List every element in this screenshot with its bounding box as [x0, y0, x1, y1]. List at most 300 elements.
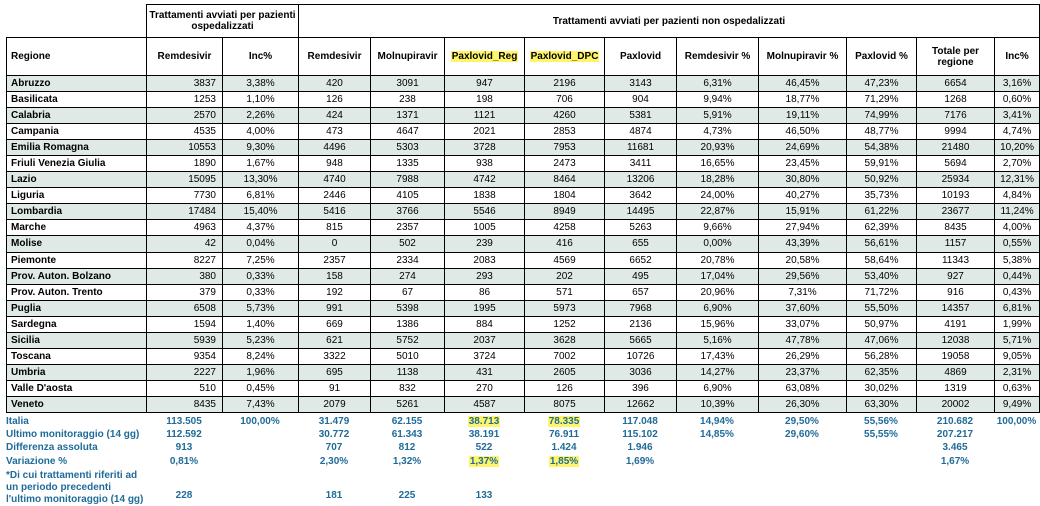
table-cell: 18,28%: [677, 172, 759, 188]
table-cell: 3766: [371, 204, 445, 220]
header-regione: Regione: [7, 38, 147, 76]
summary-cell: 1,32%: [370, 455, 444, 468]
table-cell: 0,33%: [223, 284, 299, 300]
summary-cell: [222, 441, 298, 454]
table-cell: 3036: [605, 364, 677, 380]
header-molnupiravir-pct: Molnupiravir %: [759, 38, 847, 76]
table-cell: 47,23%: [847, 76, 917, 92]
table-cell: 1371: [371, 108, 445, 124]
summary-label: Variazione %: [6, 455, 146, 468]
table-cell: 20,58%: [759, 252, 847, 268]
table-cell: 56,28%: [847, 348, 917, 364]
table-cell: 2083: [445, 252, 525, 268]
table-cell: 4569: [525, 252, 605, 268]
table-cell: 0,33%: [223, 268, 299, 284]
table-row: [7, 252, 1040, 268]
table-cell: 7,31%: [759, 284, 847, 300]
region-name-cell: Puglia: [7, 300, 147, 316]
region-name-cell: Sicilia: [7, 332, 147, 348]
table-cell: 4,00%: [995, 220, 1040, 236]
table-cell: 10726: [605, 348, 677, 364]
table-cell: 16,65%: [677, 156, 759, 172]
table-cell: 5,16%: [677, 332, 759, 348]
table-row: [7, 284, 1040, 300]
table-cell: 420: [299, 76, 371, 92]
table-cell: 4740: [299, 172, 371, 188]
table-cell: 396: [605, 380, 677, 396]
table-cell: 54,38%: [847, 140, 917, 156]
table-cell: 239: [445, 236, 525, 252]
region-name-cell: Veneto: [7, 396, 147, 412]
summary-highlight-value: 38.713: [468, 416, 500, 428]
summary-cell: 100,00%: [994, 415, 1039, 428]
table-cell: 48,77%: [847, 124, 917, 140]
table-cell: 50,92%: [847, 172, 917, 188]
table-cell: 0,63%: [995, 380, 1040, 396]
table-cell: 8075: [525, 396, 605, 412]
table-cell: 19058: [917, 348, 995, 364]
summary-cell: [846, 441, 916, 454]
table-cell: 4,37%: [223, 220, 299, 236]
table-cell: 8435: [917, 220, 995, 236]
region-name-cell: Calabria: [7, 108, 147, 124]
table-row: [7, 156, 1040, 172]
table-cell: 202: [525, 268, 605, 284]
summary-cell: [524, 455, 604, 468]
table-cell: 5381: [605, 108, 677, 124]
table-cell: 2,70%: [995, 156, 1040, 172]
summary-cell: 14,94%: [676, 415, 758, 428]
note-paxlovid-reg: 133: [444, 468, 524, 506]
table-cell: 473: [299, 124, 371, 140]
summary-cell: [994, 428, 1039, 441]
table-cell: 5416: [299, 204, 371, 220]
table-cell: 621: [299, 332, 371, 348]
table-cell: 17,04%: [677, 268, 759, 284]
table-cell: 10,39%: [677, 396, 759, 412]
table-cell: 33,07%: [759, 316, 847, 332]
summary-row: [6, 455, 1039, 468]
region-name-cell: Molise: [7, 236, 147, 252]
note-remdesivir: 181: [298, 468, 370, 506]
table-cell: 42: [147, 236, 223, 252]
table-cell: 37,60%: [759, 300, 847, 316]
table-cell: 9,49%: [995, 396, 1040, 412]
region-name-cell: Umbria: [7, 364, 147, 380]
table-cell: 2,31%: [995, 364, 1040, 380]
table-cell: 7,43%: [223, 396, 299, 412]
table-cell: 4258: [525, 220, 605, 236]
table-row: [7, 396, 1040, 412]
summary-row: [6, 428, 1039, 441]
table-cell: 0,00%: [677, 236, 759, 252]
table-row: [7, 332, 1040, 348]
header-inc-hosp: Inc%: [223, 38, 299, 76]
table-cell: 10193: [917, 188, 995, 204]
table-cell: 24,69%: [759, 140, 847, 156]
table-cell: 15,40%: [223, 204, 299, 220]
table-cell: 379: [147, 284, 223, 300]
table-row: [7, 92, 1040, 108]
note-molnupiravir: 225: [370, 468, 444, 506]
table-cell: 5,23%: [223, 332, 299, 348]
table-cell: 6652: [605, 252, 677, 268]
table-cell: 657: [605, 284, 677, 300]
table-cell: 23677: [917, 204, 995, 220]
summary-cell: 100,00%: [222, 415, 298, 428]
region-name-cell: Sardegna: [7, 316, 147, 332]
table-cell: 8949: [525, 204, 605, 220]
table-cell: 17,43%: [677, 348, 759, 364]
table-cell: 832: [371, 380, 445, 396]
table-cell: 2021: [445, 124, 525, 140]
table-cell: 1386: [371, 316, 445, 332]
header-remdesivir-hosp: Remdesivir: [147, 38, 223, 76]
table-cell: 9,30%: [223, 140, 299, 156]
table-cell: 91: [299, 380, 371, 396]
table-cell: 2196: [525, 76, 605, 92]
header-paxlovid-dpc-label: Paxlovid_DPC: [530, 51, 599, 62]
table-row: [7, 140, 1040, 156]
table-cell: 5939: [147, 332, 223, 348]
region-name-cell: Toscana: [7, 348, 147, 364]
table-cell: 4587: [445, 396, 525, 412]
table-cell: 71,29%: [847, 92, 917, 108]
table-cell: 495: [605, 268, 677, 284]
summary-row: [6, 441, 1039, 454]
table-cell: 24,00%: [677, 188, 759, 204]
table-cell: 4496: [299, 140, 371, 156]
table-cell: 3642: [605, 188, 677, 204]
table-cell: 0: [299, 236, 371, 252]
table-cell: 13206: [605, 172, 677, 188]
table-cell: 655: [605, 236, 677, 252]
table-cell: 2136: [605, 316, 677, 332]
summary-cell: 3.465: [916, 441, 994, 454]
region-name-cell: Liguria: [7, 188, 147, 204]
region-name-cell: Abruzzo: [7, 76, 147, 92]
summary-cell: [758, 441, 846, 454]
table-cell: 50,97%: [847, 316, 917, 332]
table-cell: 4,00%: [223, 124, 299, 140]
table-cell: 1138: [371, 364, 445, 380]
table-cell: 1268: [917, 92, 995, 108]
table-cell: 1253: [147, 92, 223, 108]
table-cell: 6,31%: [677, 76, 759, 92]
table-cell: 21480: [917, 140, 995, 156]
header-remdesivir: Remdesivir: [299, 38, 371, 76]
table-cell: 55,50%: [847, 300, 917, 316]
summary-cell: [994, 441, 1039, 454]
region-name-cell: Friuli Venezia Giulia: [7, 156, 147, 172]
table-cell: 3,41%: [995, 108, 1040, 124]
table-row: [7, 172, 1040, 188]
table-cell: 6,90%: [677, 380, 759, 396]
table-cell: 7968: [605, 300, 677, 316]
table-cell: 46,45%: [759, 76, 847, 92]
table-cell: 7953: [525, 140, 605, 156]
table-cell: 0,60%: [995, 92, 1040, 108]
table-cell: 11343: [917, 252, 995, 268]
table-cell: 4647: [371, 124, 445, 140]
header-group-hospitalized: Trattamenti avviati per pazienti ospedalizzati: [147, 5, 299, 38]
summary-cell: [676, 455, 758, 468]
table-cell: 4260: [525, 108, 605, 124]
table-cell: 7,25%: [223, 252, 299, 268]
table-cell: 5263: [605, 220, 677, 236]
summary-row: [6, 415, 1039, 428]
table-cell: 46,50%: [759, 124, 847, 140]
table-row: [7, 348, 1040, 364]
summary-cell: [676, 441, 758, 454]
header-totale: Totale per regione: [917, 38, 995, 76]
table-cell: 9,66%: [677, 220, 759, 236]
summary-cell: [994, 455, 1039, 468]
summary-cell: 115.102: [604, 428, 676, 441]
table-cell: 40,27%: [759, 188, 847, 204]
table-cell: 7176: [917, 108, 995, 124]
table-cell: 431: [445, 364, 525, 380]
table-cell: 7730: [147, 188, 223, 204]
table-cell: 1157: [917, 236, 995, 252]
table-cell: 67: [371, 284, 445, 300]
region-name-cell: Prov. Auton. Trento: [7, 284, 147, 300]
table-cell: 4,74%: [995, 124, 1040, 140]
table-cell: 29,56%: [759, 268, 847, 284]
table-cell: 10553: [147, 140, 223, 156]
summary-cell: [444, 455, 524, 468]
header-paxlovid-dpc: [525, 38, 605, 76]
table-cell: 23,45%: [759, 156, 847, 172]
table-cell: 6654: [917, 76, 995, 92]
summary-cell: 113.505: [146, 415, 222, 428]
table-cell: 4,84%: [995, 188, 1040, 204]
summary-cell: [222, 455, 298, 468]
table-cell: 1,99%: [995, 316, 1040, 332]
table-cell: 62,35%: [847, 364, 917, 380]
table-cell: 3,16%: [995, 76, 1040, 92]
table-cell: 2570: [147, 108, 223, 124]
summary-cell: 2,30%: [298, 455, 370, 468]
table-cell: 1121: [445, 108, 525, 124]
summary-table: [6, 415, 1039, 468]
table-cell: 2037: [445, 332, 525, 348]
table-cell: 1,67%: [223, 156, 299, 172]
summary-label: Ultimo monitoraggio (14 gg): [6, 428, 146, 441]
table-cell: 8,24%: [223, 348, 299, 364]
table-cell: 5261: [371, 396, 445, 412]
table-row: [7, 268, 1040, 284]
table-cell: 192: [299, 284, 371, 300]
table-cell: 53,40%: [847, 268, 917, 284]
table-cell: 11,24%: [995, 204, 1040, 220]
summary-label: Differenza assoluta: [6, 441, 146, 454]
table-cell: 1005: [445, 220, 525, 236]
table-cell: 8227: [147, 252, 223, 268]
summary-cell: 1.424: [524, 441, 604, 454]
note-table: [6, 468, 1039, 506]
table-cell: 9,05%: [995, 348, 1040, 364]
summary-cell: 812: [370, 441, 444, 454]
table-cell: 126: [299, 92, 371, 108]
table-cell: 0,04%: [223, 236, 299, 252]
table-cell: 58,64%: [847, 252, 917, 268]
summary-cell: 61.343: [370, 428, 444, 441]
table-cell: 6508: [147, 300, 223, 316]
table-cell: 0,55%: [995, 236, 1040, 252]
table-cell: 5,38%: [995, 252, 1040, 268]
table-cell: 0,43%: [995, 284, 1040, 300]
table-cell: 3,38%: [223, 76, 299, 92]
header-row-groups: [7, 5, 1040, 38]
header-row-columns: [7, 38, 1040, 76]
table-cell: 18,77%: [759, 92, 847, 108]
table-cell: 43,39%: [759, 236, 847, 252]
table-cell: 6,81%: [995, 300, 1040, 316]
table-cell: 11681: [605, 140, 677, 156]
table-cell: 30,02%: [847, 380, 917, 396]
summary-cell: 1,67%: [916, 455, 994, 468]
table-cell: 3143: [605, 76, 677, 92]
summary-cell: [222, 428, 298, 441]
table-cell: 20,96%: [677, 284, 759, 300]
table-cell: 12662: [605, 396, 677, 412]
table-row: [7, 76, 1040, 92]
table-cell: 1,10%: [223, 92, 299, 108]
table-cell: 23,37%: [759, 364, 847, 380]
table-cell: 63,08%: [759, 380, 847, 396]
table-cell: 938: [445, 156, 525, 172]
summary-cell: [758, 455, 846, 468]
table-container: [6, 4, 1037, 506]
table-cell: 0,45%: [223, 380, 299, 396]
table-cell: 5752: [371, 332, 445, 348]
table-cell: 5665: [605, 332, 677, 348]
table-cell: 17484: [147, 204, 223, 220]
table-cell: 4105: [371, 188, 445, 204]
table-cell: 2079: [299, 396, 371, 412]
table-cell: 2,26%: [223, 108, 299, 124]
table-row: [7, 380, 1040, 396]
table-cell: 47,06%: [847, 332, 917, 348]
summary-cell: 14,85%: [676, 428, 758, 441]
table-cell: 4874: [605, 124, 677, 140]
table-cell: 20002: [917, 396, 995, 412]
table-cell: 61,22%: [847, 204, 917, 220]
table-cell: 815: [299, 220, 371, 236]
summary-cell: [444, 415, 524, 428]
table-cell: 25934: [917, 172, 995, 188]
table-cell: 20,93%: [677, 140, 759, 156]
table-row: [7, 316, 1040, 332]
table-cell: 12038: [917, 332, 995, 348]
table-cell: 12,31%: [995, 172, 1040, 188]
table-cell: 2357: [371, 220, 445, 236]
table-cell: 5398: [371, 300, 445, 316]
table-cell: 7988: [371, 172, 445, 188]
table-cell: 14495: [605, 204, 677, 220]
table-cell: 0,44%: [995, 268, 1040, 284]
table-cell: 1,40%: [223, 316, 299, 332]
table-cell: 1335: [371, 156, 445, 172]
table-cell: 4191: [917, 316, 995, 332]
table-cell: 238: [371, 92, 445, 108]
header-paxlovid: Paxlovid: [605, 38, 677, 76]
table-cell: 380: [147, 268, 223, 284]
table-cell: 10,20%: [995, 140, 1040, 156]
region-name-cell: Prov. Auton. Bolzano: [7, 268, 147, 284]
table-cell: 1319: [917, 380, 995, 396]
table-cell: 424: [299, 108, 371, 124]
summary-cell: 112.592: [146, 428, 222, 441]
table-cell: 27,94%: [759, 220, 847, 236]
summary-cell: 55,56%: [846, 415, 916, 428]
summary-highlight-value: 1,85%: [549, 455, 579, 467]
table-cell: 3724: [445, 348, 525, 364]
table-cell: 2473: [525, 156, 605, 172]
note-row: [6, 468, 1039, 506]
summary-cell: 1.946: [604, 441, 676, 454]
table-cell: 20,78%: [677, 252, 759, 268]
table-cell: 5010: [371, 348, 445, 364]
summary-cell: 62.155: [370, 415, 444, 428]
table-cell: 3091: [371, 76, 445, 92]
table-cell: 571: [525, 284, 605, 300]
table-cell: 2605: [525, 364, 605, 380]
table-cell: 3628: [525, 332, 605, 348]
table-cell: 1890: [147, 156, 223, 172]
region-name-cell: Campania: [7, 124, 147, 140]
table-cell: 8435: [147, 396, 223, 412]
table-cell: 22,87%: [677, 204, 759, 220]
table-cell: 4742: [445, 172, 525, 188]
table-cell: 8464: [525, 172, 605, 188]
summary-cell: 29,50%: [758, 415, 846, 428]
table-cell: 9994: [917, 124, 995, 140]
header-remdesivir-pct: Remdesivir %: [677, 38, 759, 76]
summary-cell: 1,69%: [604, 455, 676, 468]
table-cell: 63,30%: [847, 396, 917, 412]
table-cell: 2227: [147, 364, 223, 380]
table-row: [7, 220, 1040, 236]
region-name-cell: Basilicata: [7, 92, 147, 108]
region-name-cell: Valle D'aosta: [7, 380, 147, 396]
summary-cell: 31.479: [298, 415, 370, 428]
summary-cell: 522: [444, 441, 524, 454]
table-cell: 74,99%: [847, 108, 917, 124]
table-cell: 695: [299, 364, 371, 380]
note-label: *Di cui trattamenti riferiti ad un periodo precedenti l'ultimo monitoraggio (14 gg): [6, 468, 146, 506]
table-cell: 7002: [525, 348, 605, 364]
table-cell: 14,27%: [677, 364, 759, 380]
table-cell: 198: [445, 92, 525, 108]
region-name-cell: Lazio: [7, 172, 147, 188]
table-cell: 1,96%: [223, 364, 299, 380]
table-cell: 47,78%: [759, 332, 847, 348]
table-cell: 991: [299, 300, 371, 316]
table-cell: 35,73%: [847, 188, 917, 204]
table-cell: 5694: [917, 156, 995, 172]
header-paxlovid-pct: Paxlovid %: [847, 38, 917, 76]
header-group-non-hospitalized: Trattamenti avviati per pazienti non ospedalizzati: [299, 5, 1040, 38]
table-row: [7, 108, 1040, 124]
table-cell: 62,39%: [847, 220, 917, 236]
table-cell: 904: [605, 92, 677, 108]
header-inc: Inc%: [995, 38, 1040, 76]
table-cell: 5303: [371, 140, 445, 156]
table-cell: 510: [147, 380, 223, 396]
region-name-cell: Lombardia: [7, 204, 147, 220]
